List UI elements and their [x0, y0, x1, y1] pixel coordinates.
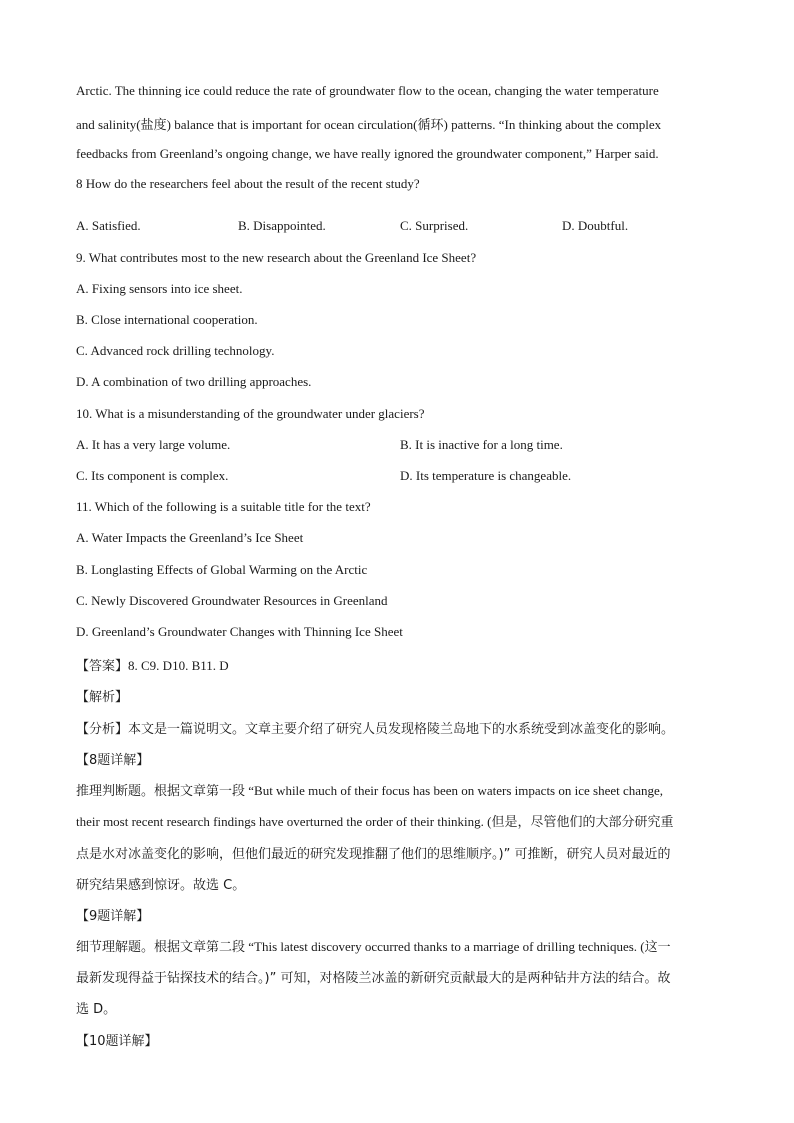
detail-8-text: their most recent research findings have overturned the order of their thinking. (但是，尽管他们的大部分研究重 [76, 814, 674, 829]
detail-8-line [76, 874, 718, 893]
detail-9-line [76, 998, 718, 1017]
detail-8-text: 点是水对冰盖变化的影响，但他们最近的研究发现推翻了他们的思维顺序。)” 可推断，研究人员对最近的 [76, 847, 671, 862]
q10-option-d: D. Its temperature is changeable. [400, 468, 572, 483]
detail-9-heading: 【9题详解】 [76, 909, 150, 924]
q11-option-a: A. Water Impacts the Greenland’s Ice Sheet [76, 530, 304, 545]
analysis-label: 【解析】 [76, 690, 129, 705]
question-11-stem: 11. Which of the following is a suitable title for the text? [76, 499, 371, 514]
detail-9-text: 选 D。 [76, 1002, 117, 1017]
answer-text: 8. C9. D10. B11. D [128, 658, 229, 673]
q11-option-c: C. Newly Discovered Groundwater Resources in Greenland [76, 593, 388, 608]
q10-option-c: C. Its component is complex. [76, 468, 229, 483]
detail-8-text: 研究结果感到惊讶。故选 C。 [76, 878, 246, 893]
q9-option-d: D. A combination of two drilling approaches. [76, 374, 312, 389]
passage-text: and salinity(盐度) balance that is important for ocean circulation(循环) patterns. “In thinking about the complex [76, 117, 662, 132]
detail-8-line [76, 843, 718, 862]
q11-option-d: D. Greenland’s Groundwater Changes with Thinning Ice Sheet [76, 624, 403, 639]
question-10-stem: 10. What is a misunderstanding of the groundwater under glaciers? [76, 406, 425, 421]
detail-9-text: 最新发现得益于钻探技术的结合。)” 可知，对格陵兰冰盖的新研究贡献最大的是两种钻井方法的结合。故 [76, 971, 671, 986]
answer-label: 【答案】 [76, 659, 129, 674]
q8-option-c: C. Surprised. [400, 218, 469, 233]
q9-option-a: A. Fixing sensors into ice sheet. [76, 281, 243, 296]
q9-option-c: C. Advanced rock drilling technology. [76, 343, 275, 358]
passage-line [76, 146, 718, 162]
detail-8-heading: 【8题详解】 [76, 753, 150, 768]
q11-option-b: B. Longlasting Effects of Global Warming on the Arctic [76, 562, 368, 577]
detail-10-heading: 【10题详解】 [76, 1034, 158, 1049]
q8-option-d: D. Doubtful. [562, 218, 629, 233]
q10-option-a: A. It has a very large volume. [76, 437, 231, 452]
passage-line [76, 114, 718, 133]
q9-option-b: B. Close international cooperation. [76, 312, 258, 327]
question-9-stem: 9. What contributes most to the new research about the Greenland Ice Sheet? [76, 250, 477, 265]
passage-text: feedbacks from Greenland’s ongoing change, we have really ignored the groundwater component,” Harper said. [76, 146, 659, 161]
q10-option-b: B. It is inactive for a long time. [400, 437, 563, 452]
answer-line [76, 655, 718, 674]
detail-9-text: 细节理解题。根据文章第二段 “This latest discovery occurred thanks to a marriage of drilling techniques. (这一 [76, 939, 671, 954]
passage-text: Arctic. The thinning ice could reduce the rate of groundwater flow to the ocean, changing the water temperature [76, 83, 659, 98]
detail-8-line [76, 811, 718, 830]
detail-9-line [76, 936, 718, 955]
analysis-summary: 【分析】本文是一篇说明文。文章主要介绍了研究人员发现格陵兰岛地下的水系统受到冰盖变化的影响。 [76, 722, 675, 737]
detail-8-line [76, 780, 718, 799]
passage-line [76, 83, 718, 99]
detail-8-text: 推理判断题。根据文章第一段 “But while much of their focus has been on waters impacts on ice sheet change, [76, 783, 664, 798]
q8-option-a: A. Satisfied. [76, 218, 141, 233]
question-8-stem: 8 How do the researchers feel about the result of the recent study? [76, 176, 420, 191]
detail-9-line [76, 967, 718, 986]
q8-option-b: B. Disappointed. [238, 218, 326, 233]
